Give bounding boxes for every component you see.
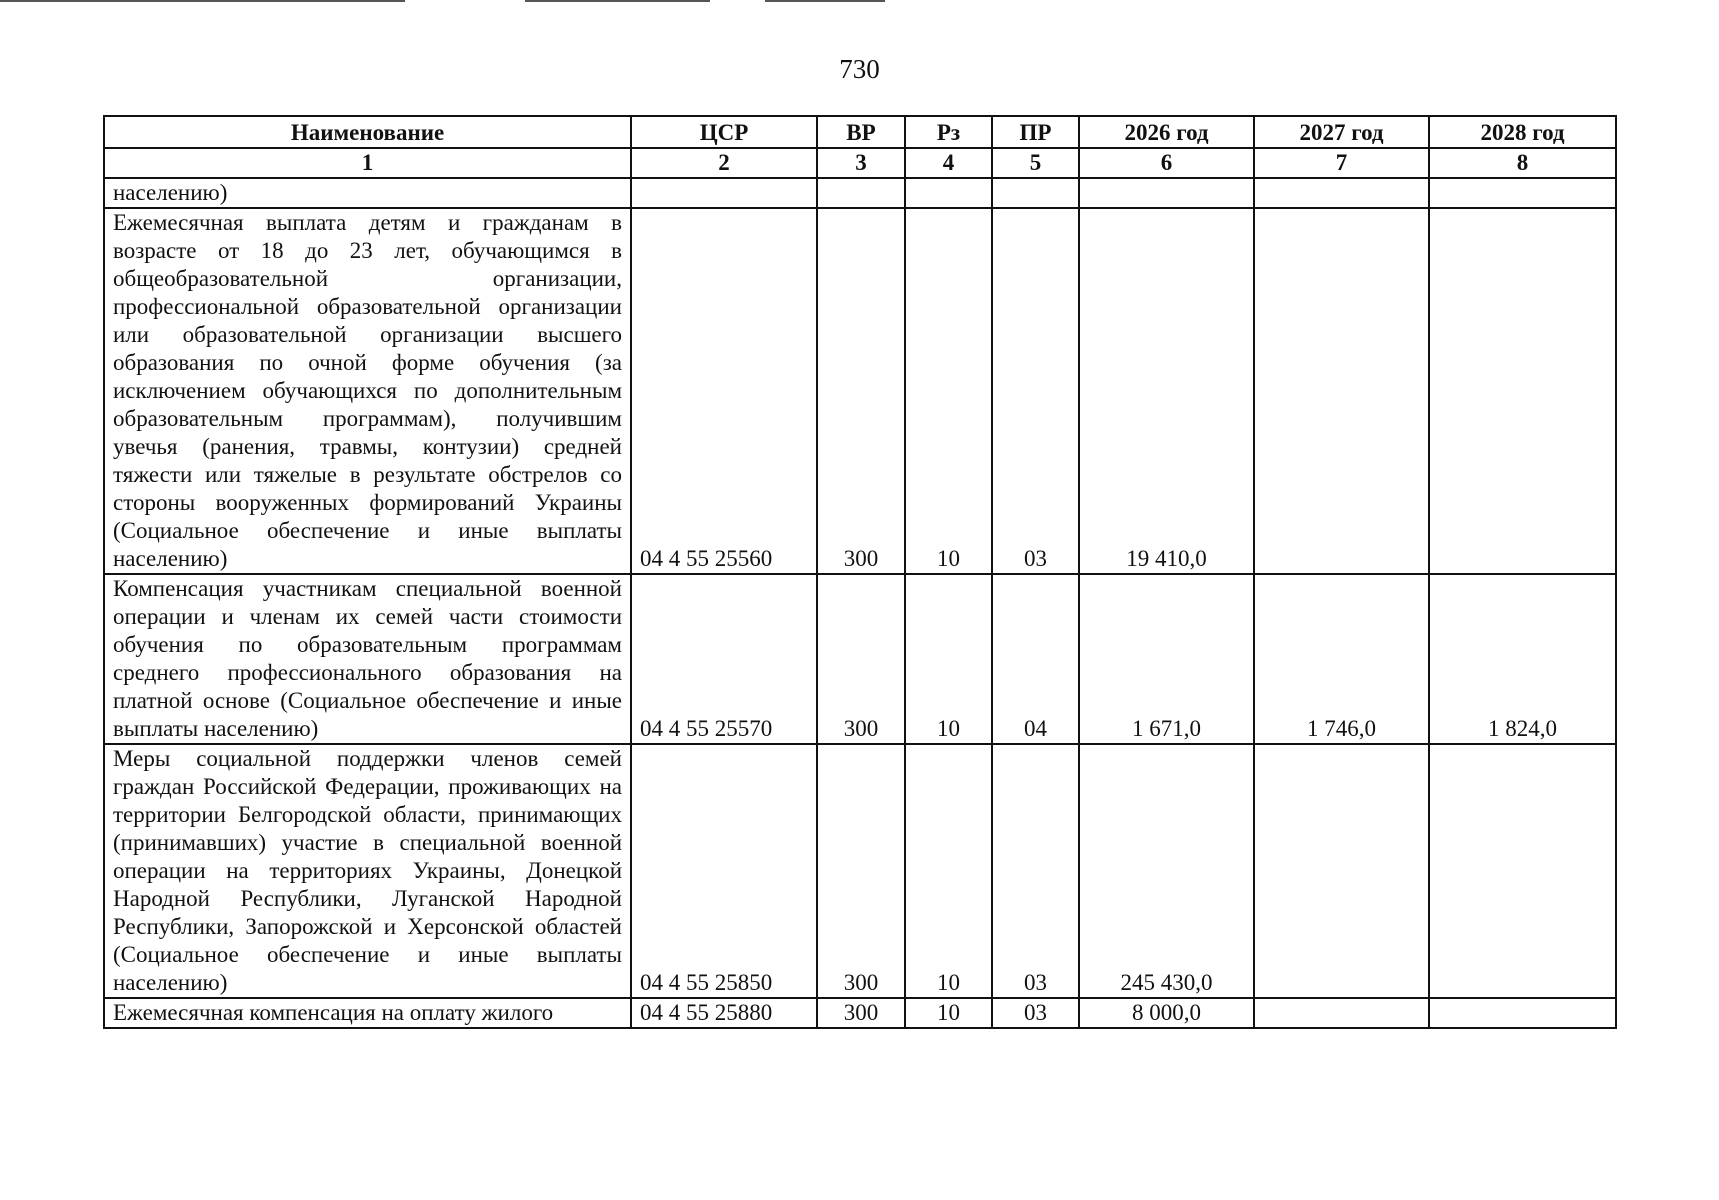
table-row [104,208,1616,574]
column-number: 1 [104,148,631,178]
row-rz [905,178,992,208]
row-amount-2027 [1254,998,1429,1028]
row-csr: 04 4 55 25880 [631,998,817,1028]
row-amount-2027 [1254,178,1429,208]
row-amount-2026: 245 430,0 [1079,744,1254,998]
header-year-2027: 2027 год [1254,116,1429,148]
row-csr: 04 4 55 25570 [631,574,817,744]
column-number: 8 [1429,148,1616,178]
row-pr: 03 [992,744,1079,998]
row-csr: 04 4 55 25560 [631,208,817,574]
row-name: Компенсация участникам специальной военной операции и членам их семей части стоимости обучения по образовательным программам среднего профессионального образования на платной основе (Социальное обеспечение и иные выплаты населению) [104,574,631,744]
column-number: 4 [905,148,992,178]
page-number: 730 [839,54,880,84]
header-row [104,116,1616,148]
row-pr [992,178,1079,208]
table-row [104,178,1616,208]
header-name: Наименование [104,116,631,148]
scan-edge-mark [0,0,405,2]
row-amount-2028 [1429,744,1616,998]
scan-edge-mark [765,0,885,2]
scan-edge-mark [525,0,710,2]
table-row [104,744,1616,998]
header-pr: ПР [992,116,1079,148]
row-vr: 300 [817,744,905,998]
row-pr: 04 [992,574,1079,744]
table-row [104,574,1616,744]
row-vr: 300 [817,208,905,574]
header-csr: ЦСР [631,116,817,148]
row-rz: 10 [905,208,992,574]
row-csr: 04 4 55 25850 [631,744,817,998]
row-name: Меры социальной поддержки членов семей граждан Российской Федерации, проживающих на территории Белгородской области, принимающих (принимавших) участие в специальной военной операции на территориях Украины, Донецкой Народной Республики, Луганской Народной Республики, Запорожской и Херсонской областей (Социальное обеспечение и иные выплаты населению) [104,744,631,998]
row-amount-2026: 19 410,0 [1079,208,1254,574]
row-name: Ежемесячная выплата детям и гражданам в возрасте от 18 до 23 лет, обучающимся в общеобразовательной организации, профессиональной образовательной организации или образовательной организации высшего образования по очной форме обучения (за исключением обучающихся по дополнительным образовательным программам), получившим увечья (ранения, травмы, контузии) средней тяжести или тяжелые в результате обстрелов со стороны вооруженных формирований Украины (Социальное обеспечение и иные выплаты населению) [104,208,631,574]
row-pr: 03 [992,998,1079,1028]
row-amount-2027 [1254,208,1429,574]
row-vr: 300 [817,998,905,1028]
column-number: 7 [1254,148,1429,178]
table-row [104,998,1616,1028]
row-vr: 300 [817,574,905,744]
row-amount-2027 [1254,744,1429,998]
row-amount-2028 [1429,178,1616,208]
row-name: Ежемесячная компенсация на оплату жилого [104,998,631,1028]
column-number-row [104,148,1616,178]
row-amount-2028 [1429,208,1616,574]
header-year-2026: 2026 год [1079,116,1254,148]
header-vr: ВР [817,116,905,148]
row-pr: 03 [992,208,1079,574]
column-number: 2 [631,148,817,178]
header-year-2028: 2028 год [1429,116,1616,148]
row-amount-2026: 1 671,0 [1079,574,1254,744]
row-amount-2026: 8 000,0 [1079,998,1254,1028]
row-amount-2028 [1429,998,1616,1028]
row-amount-2028: 1 824,0 [1429,574,1616,744]
header-rz: Рз [905,116,992,148]
column-number: 3 [817,148,905,178]
column-number: 5 [992,148,1079,178]
row-csr [631,178,817,208]
row-vr [817,178,905,208]
row-rz: 10 [905,998,992,1028]
row-rz: 10 [905,574,992,744]
row-amount-2026 [1079,178,1254,208]
budget-table [103,115,1617,1029]
row-amount-2027: 1 746,0 [1254,574,1429,744]
row-name: населению) [104,178,631,208]
row-rz: 10 [905,744,992,998]
column-number: 6 [1079,148,1254,178]
